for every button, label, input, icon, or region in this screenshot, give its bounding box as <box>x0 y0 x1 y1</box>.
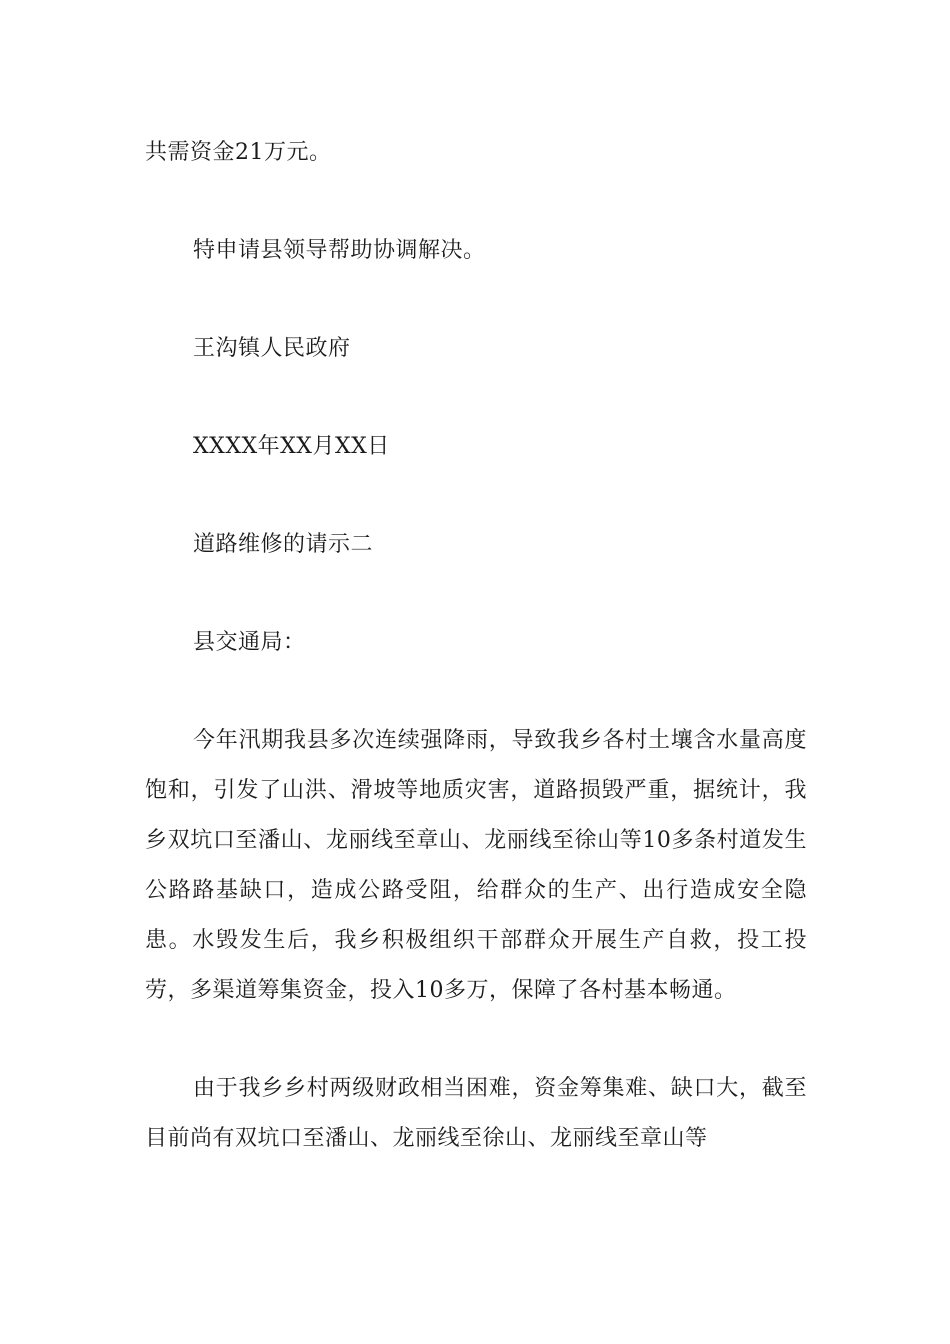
paragraph-flood-damage: 今年汛期我县多次连续强降雨，导致我乡各村土壤含水量高度饱和，引发了山洪、滑坡等地质灾害，道路损毁严重，据统计，我乡双坑口至潘山、龙丽线至章山、龙丽线至徐山等10多条村道发生公路路基缺口，造成公路受阻，给群众的生产、出行造成安全隐患。水毁发生后，我乡积极组织干部群众开展生产自救，投工投劳，多渠道筹集资金，投入10多万，保障了各村基本畅通。 <box>145 728 807 1003</box>
paragraph-spacer <box>145 472 807 520</box>
addressee: 县交通局： <box>193 630 306 655</box>
paragraph-request: 特申请县领导帮助协调解决。 <box>193 238 486 263</box>
paragraph-funding-total: 共需资金21万元。 <box>145 140 332 165</box>
paragraph-spacer <box>145 668 807 716</box>
paragraph-spacer <box>145 276 807 324</box>
paragraph-spacer <box>145 1016 807 1064</box>
paragraph-financial-difficulty: 由于我乡乡村两级财政相当困难，资金筹集难、缺口大，截至目前尚有双坑口至潘山、龙丽线至徐山、龙丽线至章山等 <box>145 1076 807 1151</box>
signature-date: XXXX年XX月XX日 <box>193 434 390 459</box>
paragraph-spacer <box>145 178 807 226</box>
section-title: 道路维修的请示二 <box>193 532 374 557</box>
signature-organization: 王沟镇人民政府 <box>193 336 351 361</box>
paragraph-spacer <box>145 570 807 618</box>
document-body <box>145 128 807 1164</box>
paragraph-spacer <box>145 374 807 422</box>
